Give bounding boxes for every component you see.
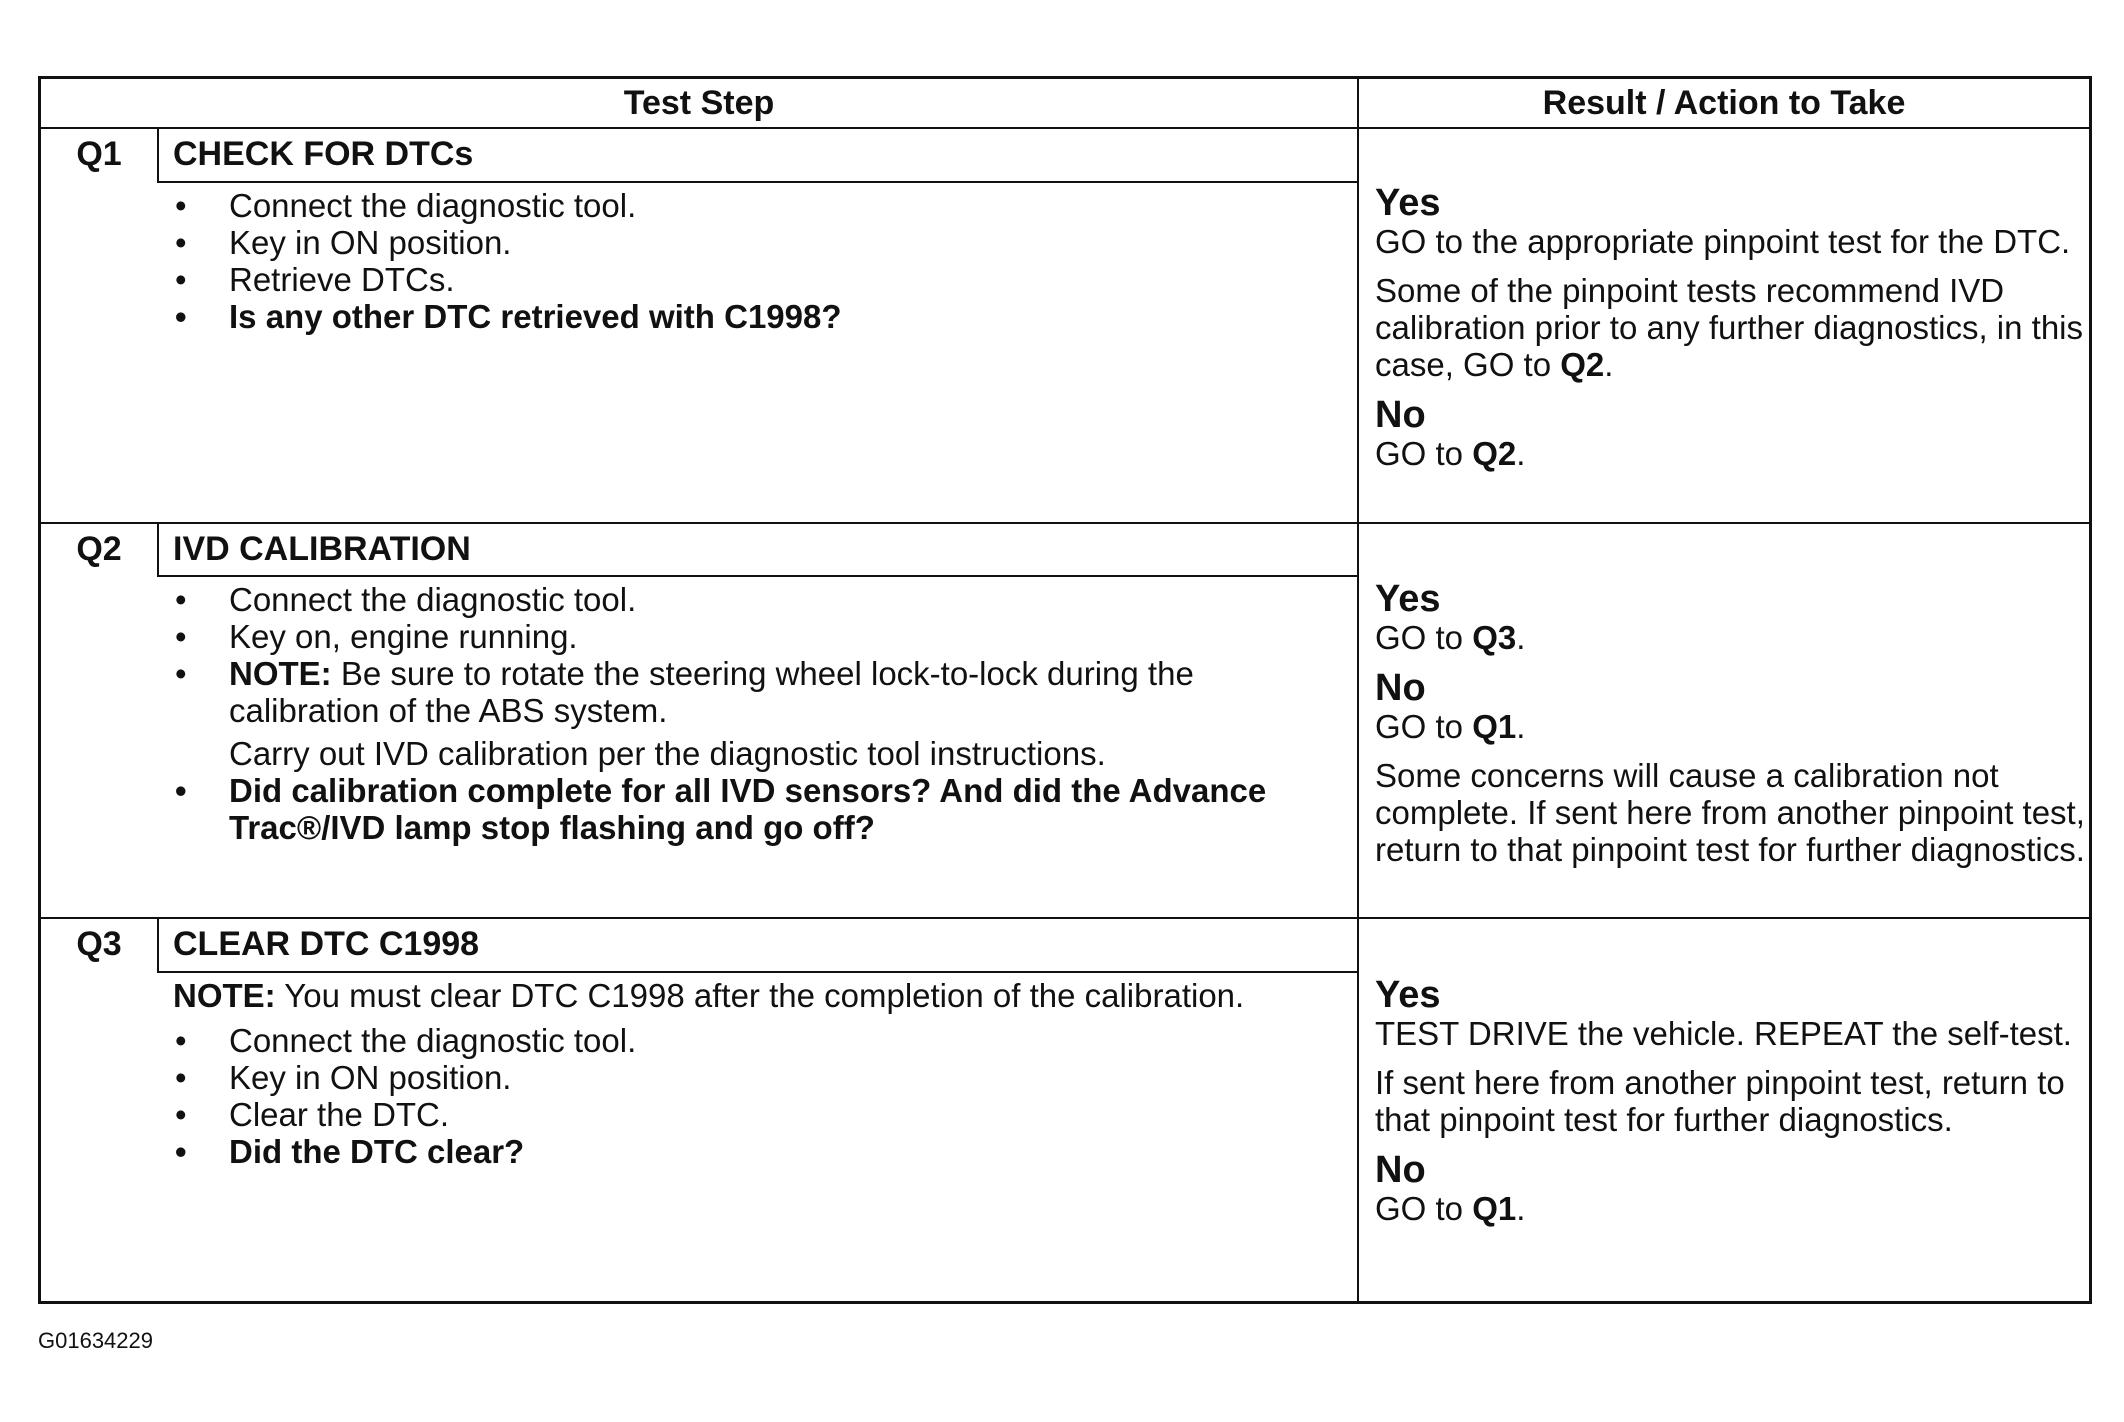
q2-result [1375, 579, 2095, 868]
q1-no-text: GO to Q2. [1375, 435, 1526, 472]
diagnostic-table [38, 76, 2092, 1304]
q2-no-text: GO to Q1. [1375, 708, 1526, 745]
q1-step: • Retrieve DTCs. [173, 261, 1343, 298]
q3-id-divider [157, 917, 159, 971]
figure-code: G01634229 [38, 1328, 153, 1353]
q3-no-text: GO to Q1. [1375, 1190, 1526, 1227]
q1-step: • Key in ON position. [173, 224, 1343, 261]
q3-step: • Connect the diagnostic tool. [173, 1022, 1343, 1059]
q2-steps [173, 581, 1343, 846]
q2-no-label: No [1375, 667, 1426, 709]
q2-title-divider [157, 575, 1357, 577]
column-divider [1357, 79, 1359, 1301]
q3-yes-note: If sent here from another pinpoint test, return to that pinpoint test for further diagnostics. [1375, 1064, 2065, 1138]
q2-step: • Key on, engine running. [173, 618, 1343, 655]
q2-row-divider [41, 917, 2089, 919]
q3-yes-label: Yes [1375, 974, 1441, 1016]
q3-id: Q3 [76, 925, 122, 963]
q2-no-note: Some concerns will cause a calibration not complete. If sent here from another pinpoint test, return to that pinpoint test for further diagnostics. [1375, 757, 2085, 868]
header-result-action: Result / Action to Take [1542, 84, 1906, 122]
q1-title-divider [157, 181, 1357, 183]
q2-step: • Connect the diagnostic tool. [173, 581, 1343, 618]
q3-step: • Clear the DTC. [173, 1096, 1343, 1133]
q3-note: NOTE: You must clear DTC C1998 after the completion of the calibration. [173, 977, 1245, 1014]
q3-steps [173, 977, 1343, 1170]
q1-row-divider [41, 522, 2089, 524]
q1-yes-text: GO to the appropriate pinpoint test for the DTC. [1375, 223, 2071, 260]
q3-no-label: No [1375, 1149, 1426, 1191]
q2-question: • Did calibration complete for all IVD sensors? And did the Advance Trac®/IVD lamp stop flashing and go off? [173, 772, 1343, 846]
q1-steps [173, 187, 1343, 335]
q1-id: Q1 [76, 135, 122, 173]
q1-step: • Connect the diagnostic tool. [173, 187, 1343, 224]
q1-yes-label: Yes [1375, 182, 1441, 224]
header-test-step: Test Step [623, 84, 775, 122]
q1-no-label: No [1375, 394, 1426, 436]
q1-title: CHECK FOR DTCs [173, 135, 474, 173]
q2-id-divider [157, 522, 159, 575]
q1-question: • Is any other DTC retrieved with C1998? [173, 298, 1343, 335]
q2-carry-out: Carry out IVD calibration per the diagnostic tool instructions. [229, 735, 1106, 772]
q2-yes-text: GO to Q3. [1375, 619, 1526, 656]
q3-question: • Did the DTC clear? [173, 1133, 1343, 1170]
q3-step: • Key in ON position. [173, 1059, 1343, 1096]
q1-result [1375, 183, 2095, 472]
q2-title: IVD CALIBRATION [173, 530, 471, 568]
q1-id-divider [157, 127, 159, 181]
q1-yes-note: Some of the pinpoint tests recommend IVD calibration prior to any further diagnostics, in this case, GO to Q2. [1375, 272, 2084, 383]
q2-yes-label: Yes [1375, 578, 1441, 620]
q3-yes-text: TEST DRIVE the vehicle. REPEAT the self-test. [1375, 1015, 2072, 1052]
q3-result [1375, 975, 2095, 1227]
header-divider [41, 127, 2089, 129]
q3-title-divider [157, 971, 1357, 973]
q2-note: • NOTE: Be sure to rotate the steering wheel lock-to-lock during the calibration of the ABS system. [173, 655, 1343, 729]
q2-id: Q2 [76, 530, 122, 568]
q3-title: CLEAR DTC C1998 [173, 925, 480, 963]
